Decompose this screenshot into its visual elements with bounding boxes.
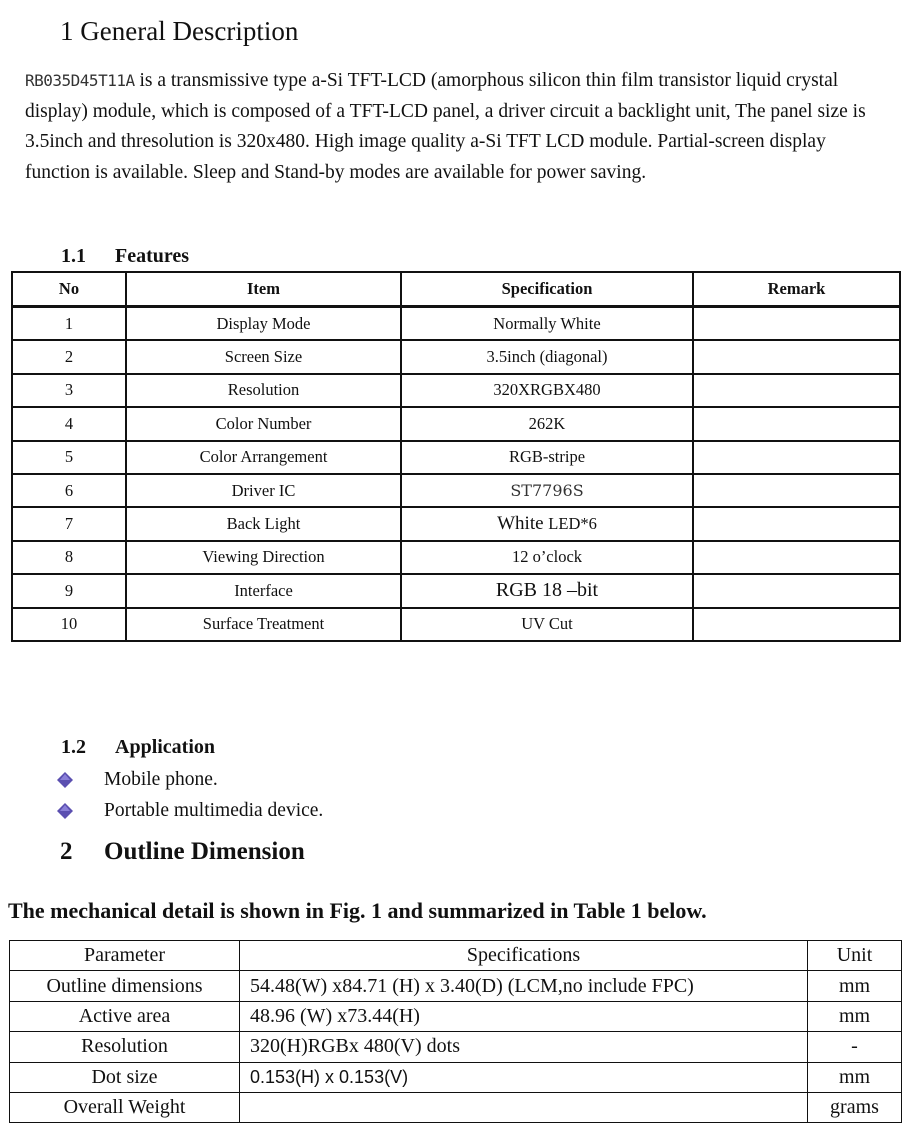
- cell-remark: [693, 574, 900, 607]
- cell-remark: [693, 441, 900, 474]
- features-heading: [61, 245, 189, 268]
- cell-specification: 320(H)RGBx 480(V) dots: [240, 1032, 808, 1062]
- cell-specification: [240, 1092, 808, 1122]
- application-item-text: Mobile phone.: [104, 768, 218, 790]
- features-table: [11, 271, 901, 642]
- table-row: [12, 608, 900, 641]
- cell-no: 5: [12, 441, 126, 474]
- application-item-text: Portable multimedia device.: [104, 799, 324, 821]
- header-parameter: Parameter: [10, 941, 240, 971]
- cell-item: Interface: [126, 574, 401, 607]
- cell-parameter: Outline dimensions: [10, 971, 240, 1001]
- list-item: [56, 764, 323, 795]
- cell-parameter: Dot size: [10, 1062, 240, 1092]
- table-row: [10, 1001, 902, 1031]
- cell-unit: mm: [808, 1062, 902, 1092]
- section-1-title: General Description: [80, 16, 299, 46]
- table-row: [10, 1062, 902, 1092]
- section-1-heading: [60, 16, 298, 47]
- cell-item: Viewing Direction: [126, 541, 401, 574]
- cell-no: 6: [12, 474, 126, 507]
- cell-no: 3: [12, 374, 126, 407]
- application-number: 1.2: [61, 736, 86, 758]
- description-text: is a transmissive type a-Si TFT-LCD (amorphous silicon thin film transistor liquid crystal display) module, which is composed of a TFT-LCD panel, a driver circuit a backlight unit, The panel size is 3.5inch and thresolution is 320x480. High image quality a-Si TFT LCD module. Partial-screen display function is available. Sleep and Stand-by modes are available for power saving.: [25, 70, 866, 183]
- cell-spec: ST7796S: [401, 474, 693, 507]
- cell-no: 9: [12, 574, 126, 607]
- cell-item: Screen Size: [126, 340, 401, 373]
- mechanical-detail-caption: The mechanical detail is shown in Fig. 1 and summarized in Table 1 below.: [8, 898, 707, 923]
- table-row: [12, 574, 900, 607]
- table-row: [12, 474, 900, 507]
- cell-unit: -: [808, 1032, 902, 1062]
- cell-spec: RGB-stripe: [401, 441, 693, 474]
- cell-remark: [693, 374, 900, 407]
- cell-item: Resolution: [126, 374, 401, 407]
- cell-spec: RGB 18 –bit: [401, 574, 693, 607]
- header-specification: Specification: [401, 272, 693, 307]
- cell-unit: mm: [808, 971, 902, 1001]
- application-heading: [61, 736, 215, 759]
- table-row: [12, 507, 900, 540]
- cell-item: Color Number: [126, 407, 401, 440]
- section-2-number: 2: [60, 838, 73, 865]
- cell-no: 1: [12, 307, 126, 341]
- table-row: [10, 1032, 902, 1062]
- cell-no: 2: [12, 340, 126, 373]
- cell-unit: mm: [808, 1001, 902, 1031]
- section-2-title: Outline Dimension: [104, 838, 305, 865]
- table-row: [12, 541, 900, 574]
- cell-item: Driver IC: [126, 474, 401, 507]
- list-item: [56, 795, 323, 826]
- diamond-bullet-icon: [56, 771, 74, 789]
- cell-spec-part-a: White: [497, 513, 549, 535]
- table-row: [12, 307, 900, 341]
- cell-spec: 262K: [401, 407, 693, 440]
- cell-no: 7: [12, 507, 126, 540]
- table-row: [12, 441, 900, 474]
- cell-remark: [693, 307, 900, 341]
- cell-no: 8: [12, 541, 126, 574]
- section-2-heading: [60, 838, 305, 866]
- diamond-bullet-icon: [56, 802, 74, 820]
- header-no: No: [12, 272, 126, 307]
- cell-spec: [401, 507, 693, 540]
- section-1-number: 1: [60, 16, 74, 46]
- table-row: [12, 407, 900, 440]
- header-item: Item: [126, 272, 401, 307]
- header-unit: Unit: [808, 941, 902, 971]
- cell-item: Color Arrangement: [126, 441, 401, 474]
- cell-remark: [693, 507, 900, 540]
- cell-specification: 48.96 (W) x73.44(H): [240, 1001, 808, 1031]
- cell-parameter: Overall Weight: [10, 1092, 240, 1122]
- table-row: [12, 374, 900, 407]
- features-header-row: [12, 272, 900, 307]
- general-description-paragraph: [25, 66, 895, 188]
- table-row: [12, 340, 900, 373]
- cell-parameter: Active area: [10, 1001, 240, 1031]
- cell-no: 10: [12, 608, 126, 641]
- cell-spec: 3.5inch (diagonal): [401, 340, 693, 373]
- cell-remark: [693, 608, 900, 641]
- table-row: [10, 971, 902, 1001]
- cell-parameter: Resolution: [10, 1032, 240, 1062]
- cell-item: Back Light: [126, 507, 401, 540]
- cell-no: 4: [12, 407, 126, 440]
- cell-remark: [693, 541, 900, 574]
- cell-spec: 320XRGBX480: [401, 374, 693, 407]
- features-title: Features: [115, 245, 190, 267]
- spec-header-row: [10, 941, 902, 971]
- cell-specification: 0.153(H) x 0.153(V): [240, 1062, 808, 1092]
- header-specifications: Specifications: [240, 941, 808, 971]
- cell-spec: Normally White: [401, 307, 693, 341]
- application-list: [56, 764, 323, 826]
- cell-item: Surface Treatment: [126, 608, 401, 641]
- application-title: Application: [115, 736, 216, 758]
- cell-spec: 12 o’clock: [401, 541, 693, 574]
- model-code: RB035D45T11A: [25, 71, 135, 90]
- cell-remark: [693, 407, 900, 440]
- cell-spec: UV Cut: [401, 608, 693, 641]
- cell-spec-part-b: LED*6: [548, 514, 597, 534]
- cell-remark: [693, 340, 900, 373]
- cell-item: Display Mode: [126, 307, 401, 341]
- cell-specification: 54.48(W) x84.71 (H) x 3.40(D) (LCM,no include FPC): [240, 971, 808, 1001]
- table-row: [10, 1092, 902, 1122]
- cell-remark: [693, 474, 900, 507]
- cell-unit: grams: [808, 1092, 902, 1122]
- header-remark: Remark: [693, 272, 900, 307]
- outline-dimension-table: [9, 940, 902, 1123]
- features-number: 1.1: [61, 245, 86, 267]
